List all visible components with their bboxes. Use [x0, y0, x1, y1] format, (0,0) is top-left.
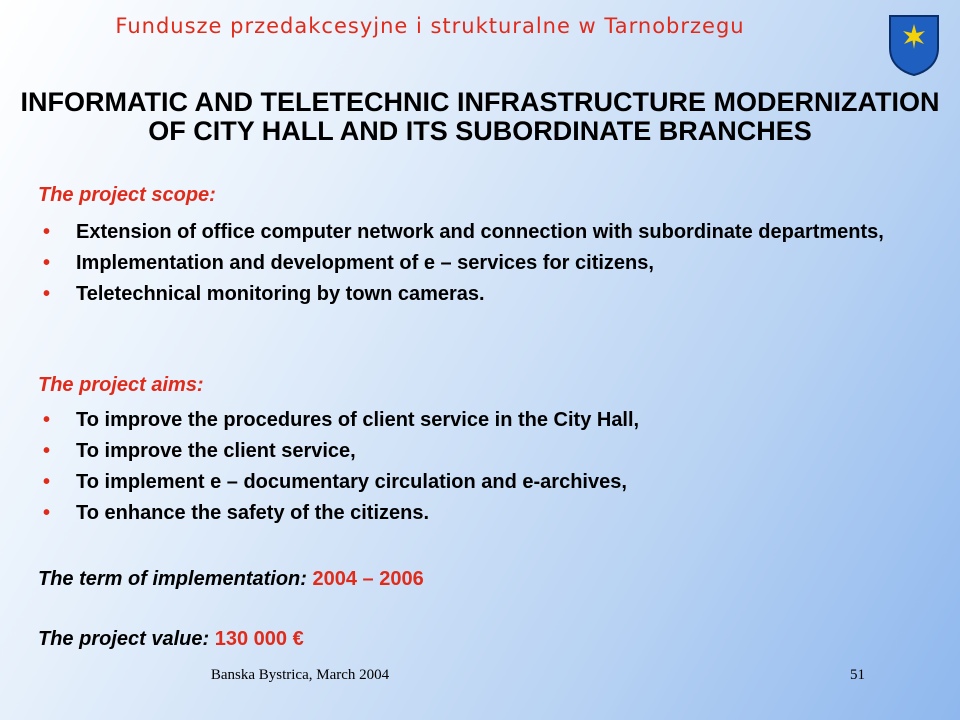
value-line — [38, 628, 304, 651]
list-item — [40, 253, 920, 274]
page-title: INFORMATIC AND TELETECHNIC INFRASTRUCTURE MODERNIZATION OF CITY HALL AND ITS SUBORDINATE BRANCHES — [20, 87, 940, 146]
bullet-icon: • — [43, 471, 51, 493]
bullet-icon: • — [43, 221, 51, 243]
scope-label: The project scope: — [38, 184, 216, 206]
aims-label: The project aims: — [38, 374, 204, 396]
term-line — [38, 568, 424, 591]
list-item — [40, 284, 920, 305]
bullet-icon: • — [43, 502, 51, 524]
bullet-icon: • — [43, 252, 51, 274]
list-item — [40, 472, 920, 493]
aims-list — [40, 410, 920, 534]
bullet-icon: • — [43, 440, 51, 462]
list-item-text: Extension of office computer network and connection with subordinate departments, — [76, 221, 884, 243]
value-label: The project value: — [38, 628, 210, 650]
term-label: The term of implementation: — [38, 568, 307, 590]
bullet-icon: • — [43, 283, 51, 305]
bullet-icon: • — [43, 409, 51, 431]
term-value: 2004 – 2006 — [312, 568, 424, 590]
list-item — [40, 222, 920, 243]
page-number: 51 — [850, 667, 865, 683]
list-item-text: To improve the client service, — [76, 440, 356, 462]
list-item-text: To improve the procedures of client service in the City Hall, — [76, 409, 640, 431]
list-item-text: Teletechnical monitoring by town cameras. — [76, 283, 485, 305]
list-item-text: Implementation and development of e – services for citizens, — [76, 252, 654, 274]
footer-location-date: Banska Bystrica, March 2004 — [210, 667, 390, 683]
project-value: 130 000 € — [214, 628, 304, 650]
list-item — [40, 441, 920, 462]
list-item — [40, 503, 920, 524]
list-item-text: To enhance the safety of the citizens. — [76, 502, 430, 524]
city-crest-icon — [888, 14, 940, 76]
list-item — [40, 410, 920, 431]
list-item-text: To implement e – documentary circulation and e-archives, — [76, 471, 627, 493]
header-title: Fundusze przedakcesyjne i strukturalne w Tarnobrzegu — [115, 14, 745, 38]
scope-list — [40, 222, 920, 315]
